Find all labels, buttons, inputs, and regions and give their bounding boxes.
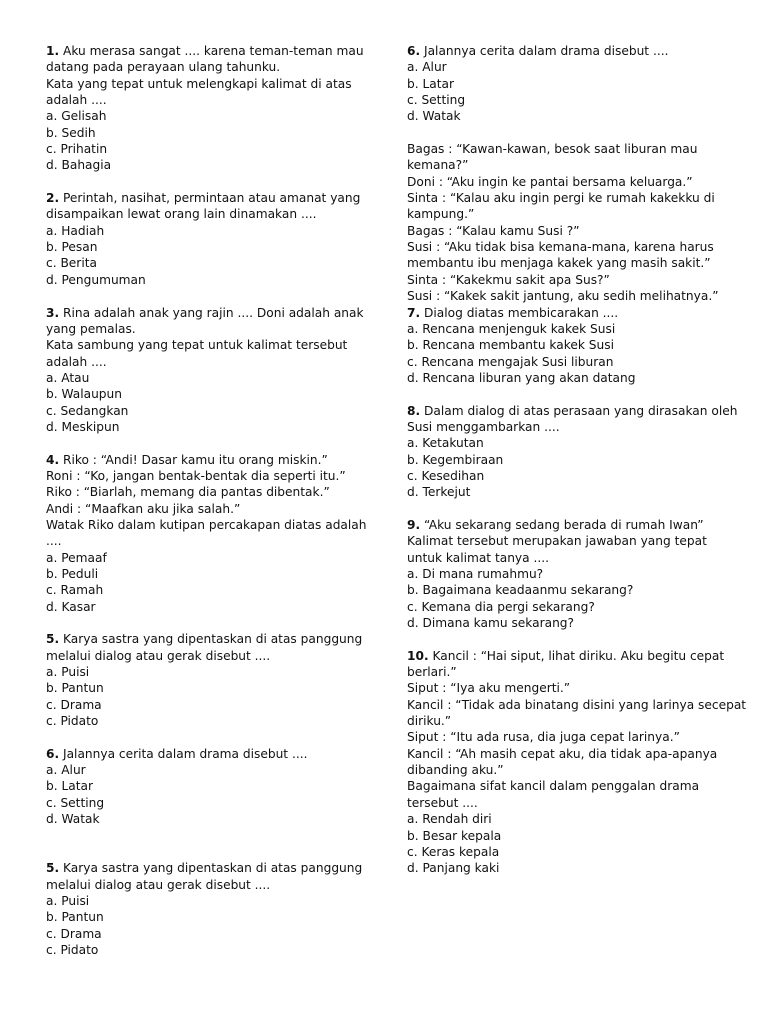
answer-option: b. Walaupun bbox=[46, 387, 122, 402]
question-4 bbox=[46, 452, 366, 615]
answer-option: c. Drama bbox=[46, 926, 102, 941]
dialog-line: Susi : “Aku tidak bisa kemana-mana, karena harus bbox=[407, 240, 714, 255]
answer-option: b. Latar bbox=[46, 779, 94, 794]
question-number: 1. bbox=[46, 44, 60, 58]
dialog-line: Sinta : “Kakekmu sakit apa Sus?” bbox=[407, 272, 610, 287]
answer-option: b. Latar bbox=[407, 76, 455, 91]
question-text-line: adalah .... bbox=[46, 93, 107, 108]
dialog-line: Bagas : “Kawan-kawan, besok saat liburan mau bbox=[407, 142, 698, 157]
dialog-line: kemana?” bbox=[407, 158, 469, 173]
answer-option: b. Besar kepala bbox=[407, 828, 502, 843]
question-6 bbox=[46, 746, 366, 828]
question-1 bbox=[46, 43, 366, 174]
question-text-line: 2. Perintah, nasihat, permintaan atau amanat yang bbox=[46, 191, 361, 206]
question-text-line: 6. Jalannya cerita dalam drama disebut .... bbox=[46, 746, 308, 761]
question-text-line: diriku.” bbox=[407, 714, 452, 729]
dialog-line: kampung.” bbox=[407, 207, 475, 222]
answer-option: b. Pesan bbox=[46, 240, 98, 255]
question-9 bbox=[407, 517, 732, 631]
question-3 bbox=[46, 305, 366, 436]
answer-option: c. Setting bbox=[407, 93, 466, 108]
question-text-line: Andi : “Maafkan aku jika salah.” bbox=[46, 501, 241, 516]
answer-option: c. Pidato bbox=[46, 942, 99, 957]
question-8 bbox=[407, 403, 738, 501]
question-text-line: untuk kalimat tanya .... bbox=[407, 550, 549, 565]
left-column bbox=[46, 43, 366, 958]
answer-option: c. Drama bbox=[46, 697, 102, 712]
question-text-line: 1. Aku merasa sangat .... karena teman-teman mau bbox=[46, 44, 364, 58]
question-text-line: Kata sambung yang tepat untuk kalimat tersebut bbox=[46, 338, 348, 353]
answer-option: a. Rencana menjenguk kakek Susi bbox=[407, 321, 616, 336]
answer-option: b. Rencana membantu kakek Susi bbox=[407, 338, 614, 353]
question-text-line: 6. Jalannya cerita dalam drama disebut .... bbox=[407, 44, 669, 58]
question-number: 5. bbox=[46, 632, 60, 647]
answer-option: d. Panjang kaki bbox=[407, 861, 500, 876]
answer-option: a. Alur bbox=[46, 763, 86, 778]
answer-option: c. Prihatin bbox=[46, 142, 108, 157]
question-text-line: disampaikan lewat orang lain dinamakan .... bbox=[46, 207, 317, 222]
answer-option: a. Hadiah bbox=[46, 223, 105, 238]
question-10 bbox=[407, 648, 747, 877]
question-number: 9. bbox=[407, 517, 421, 532]
question-number: 4. bbox=[46, 452, 60, 467]
question-text-line: .... bbox=[46, 534, 62, 549]
question-text-line: 5. Karya sastra yang dipentaskan di atas panggung bbox=[46, 861, 363, 876]
question-5 bbox=[46, 631, 366, 729]
answer-option: c. Setting bbox=[46, 795, 105, 810]
answer-option: d. Bahagia bbox=[46, 158, 112, 173]
question-number: 3. bbox=[46, 305, 60, 320]
answer-option: d. Watak bbox=[407, 109, 461, 124]
question-text-line: Susi menggambarkan .... bbox=[407, 419, 560, 434]
dialog-line: Doni : “Aku ingin ke pantai bersama keluarga.” bbox=[407, 174, 693, 189]
answer-option: c. Keras kepala bbox=[407, 844, 500, 859]
question-text-line: Riko : “Biarlah, memang dia pantas dibentak.” bbox=[46, 485, 330, 500]
answer-option: b. Kegembiraan bbox=[407, 452, 504, 467]
answer-option: d. Meskipun bbox=[46, 419, 120, 434]
answer-option: d. Rencana liburan yang akan datang bbox=[407, 370, 636, 385]
answer-option: a. Gelisah bbox=[46, 109, 107, 124]
answer-option: d. Watak bbox=[46, 812, 100, 827]
question-text-line: 10. Kancil : “Hai siput, lihat diriku. Aku begitu cepat bbox=[407, 648, 725, 663]
answer-option: d. Pengumuman bbox=[46, 272, 146, 287]
question-number: 7. bbox=[407, 305, 421, 320]
answer-option: a. Atau bbox=[46, 370, 90, 385]
question-number: 6. bbox=[407, 44, 421, 58]
answer-option: c. Sedangkan bbox=[46, 403, 129, 418]
question-7 bbox=[407, 305, 732, 387]
question-number: 5. bbox=[46, 861, 60, 876]
answer-option: a. Puisi bbox=[46, 665, 90, 680]
answer-option: b. Peduli bbox=[46, 567, 99, 581]
answer-option: c. Kesedihan bbox=[407, 468, 485, 483]
question-number: 6. bbox=[46, 746, 60, 761]
question-text-line: berlari.” bbox=[407, 665, 457, 680]
answer-option: c. Ramah bbox=[46, 583, 104, 598]
question-number: 8. bbox=[407, 403, 421, 418]
answer-option: a. Pemaaf bbox=[46, 550, 107, 565]
question-text-line: Kata yang tepat untuk melengkapi kalimat di atas bbox=[46, 76, 352, 91]
question-text-line: 3. Rina adalah anak yang rajin .... Doni adalah anak bbox=[46, 305, 364, 320]
question-text-line: Kancil : “Ah masih cepat aku, dia tidak apa-apanya bbox=[407, 746, 718, 761]
question-text-line: 5. Karya sastra yang dipentaskan di atas panggung bbox=[46, 632, 363, 647]
dialog-passage bbox=[407, 141, 732, 304]
right-column bbox=[407, 43, 747, 877]
answer-option: a. Alur bbox=[407, 60, 447, 75]
question-text-line: 4. Riko : “Andi! Dasar kamu itu orang miskin.” bbox=[46, 452, 328, 467]
answer-option: a. Puisi bbox=[46, 893, 90, 908]
answer-option: b. Sedih bbox=[46, 125, 96, 140]
answer-option: c. Kemana dia pergi sekarang? bbox=[407, 599, 595, 614]
question-text-line: adalah .... bbox=[46, 354, 107, 369]
answer-option: c. Pidato bbox=[46, 714, 99, 729]
answer-option: d. Kasar bbox=[46, 599, 96, 614]
dialog-line: membantu ibu menjaga kakek yang masih sakit.” bbox=[407, 256, 711, 271]
question-text-line: yang pemalas. bbox=[46, 321, 136, 336]
question-number: 2. bbox=[46, 191, 60, 206]
question-6 bbox=[407, 43, 732, 125]
question-text-line: Bagaimana sifat kancil dalam penggalan drama bbox=[407, 779, 700, 794]
dialog-line: Bagas : “Kalau kamu Susi ?” bbox=[407, 223, 580, 238]
answer-option: c. Berita bbox=[46, 256, 97, 271]
dialog-line: Susi : “Kakek sakit jantung, aku sedih melihatnya.” bbox=[407, 289, 719, 304]
answer-option: a. Rendah diri bbox=[407, 812, 492, 827]
answer-option: d. Dimana kamu sekarang? bbox=[407, 616, 575, 631]
question-text-line: Roni : “Ko, jangan bentak-bentak dia seperti itu.” bbox=[46, 468, 346, 483]
question-text-line: tersebut .... bbox=[407, 795, 478, 810]
question-text-line: Siput : “Itu ada rusa, dia juga cepat larinya.” bbox=[407, 730, 680, 745]
answer-option: b. Pantun bbox=[46, 910, 104, 925]
answer-option: d. Terkejut bbox=[407, 485, 471, 500]
dialog-line: Sinta : “Kalau aku ingin pergi ke rumah kakekku di bbox=[407, 191, 715, 206]
answer-option: b. Bagaimana keadaanmu sekarang? bbox=[407, 583, 634, 598]
question-text-line: 8. Dalam dialog di atas perasaan yang dirasakan oleh bbox=[407, 403, 738, 418]
question-text-line: Watak Riko dalam kutipan percakapan diatas adalah bbox=[46, 517, 367, 532]
question-5-repeat bbox=[46, 860, 366, 958]
question-text-line: melalui dialog atau gerak disebut .... bbox=[46, 877, 271, 892]
answer-option: c. Rencana mengajak Susi liburan bbox=[407, 354, 614, 369]
answer-option: a. Ketakutan bbox=[407, 436, 484, 451]
question-text-line: Kancil : “Tidak ada binatang disini yang larinya secepat bbox=[407, 697, 747, 712]
question-text-line: 7. Dialog diatas membicarakan .... bbox=[407, 305, 619, 320]
question-text-line: 9. “Aku sekarang sedang berada di rumah Iwan” bbox=[407, 517, 704, 532]
answer-option: b. Pantun bbox=[46, 681, 104, 696]
question-text-line: dibanding aku.” bbox=[407, 763, 504, 778]
question-text-line: Siput : “Iya aku mengerti.” bbox=[407, 681, 571, 696]
question-text-line: datang pada perayaan ulang tahunku. bbox=[46, 60, 281, 75]
question-2 bbox=[46, 190, 366, 288]
question-number: 10. bbox=[407, 648, 429, 663]
question-text-line: melalui dialog atau gerak disebut .... bbox=[46, 648, 271, 663]
answer-option: a. Di mana rumahmu? bbox=[407, 567, 544, 581]
question-text-line: Kalimat tersebut merupakan jawaban yang tepat bbox=[407, 534, 707, 549]
